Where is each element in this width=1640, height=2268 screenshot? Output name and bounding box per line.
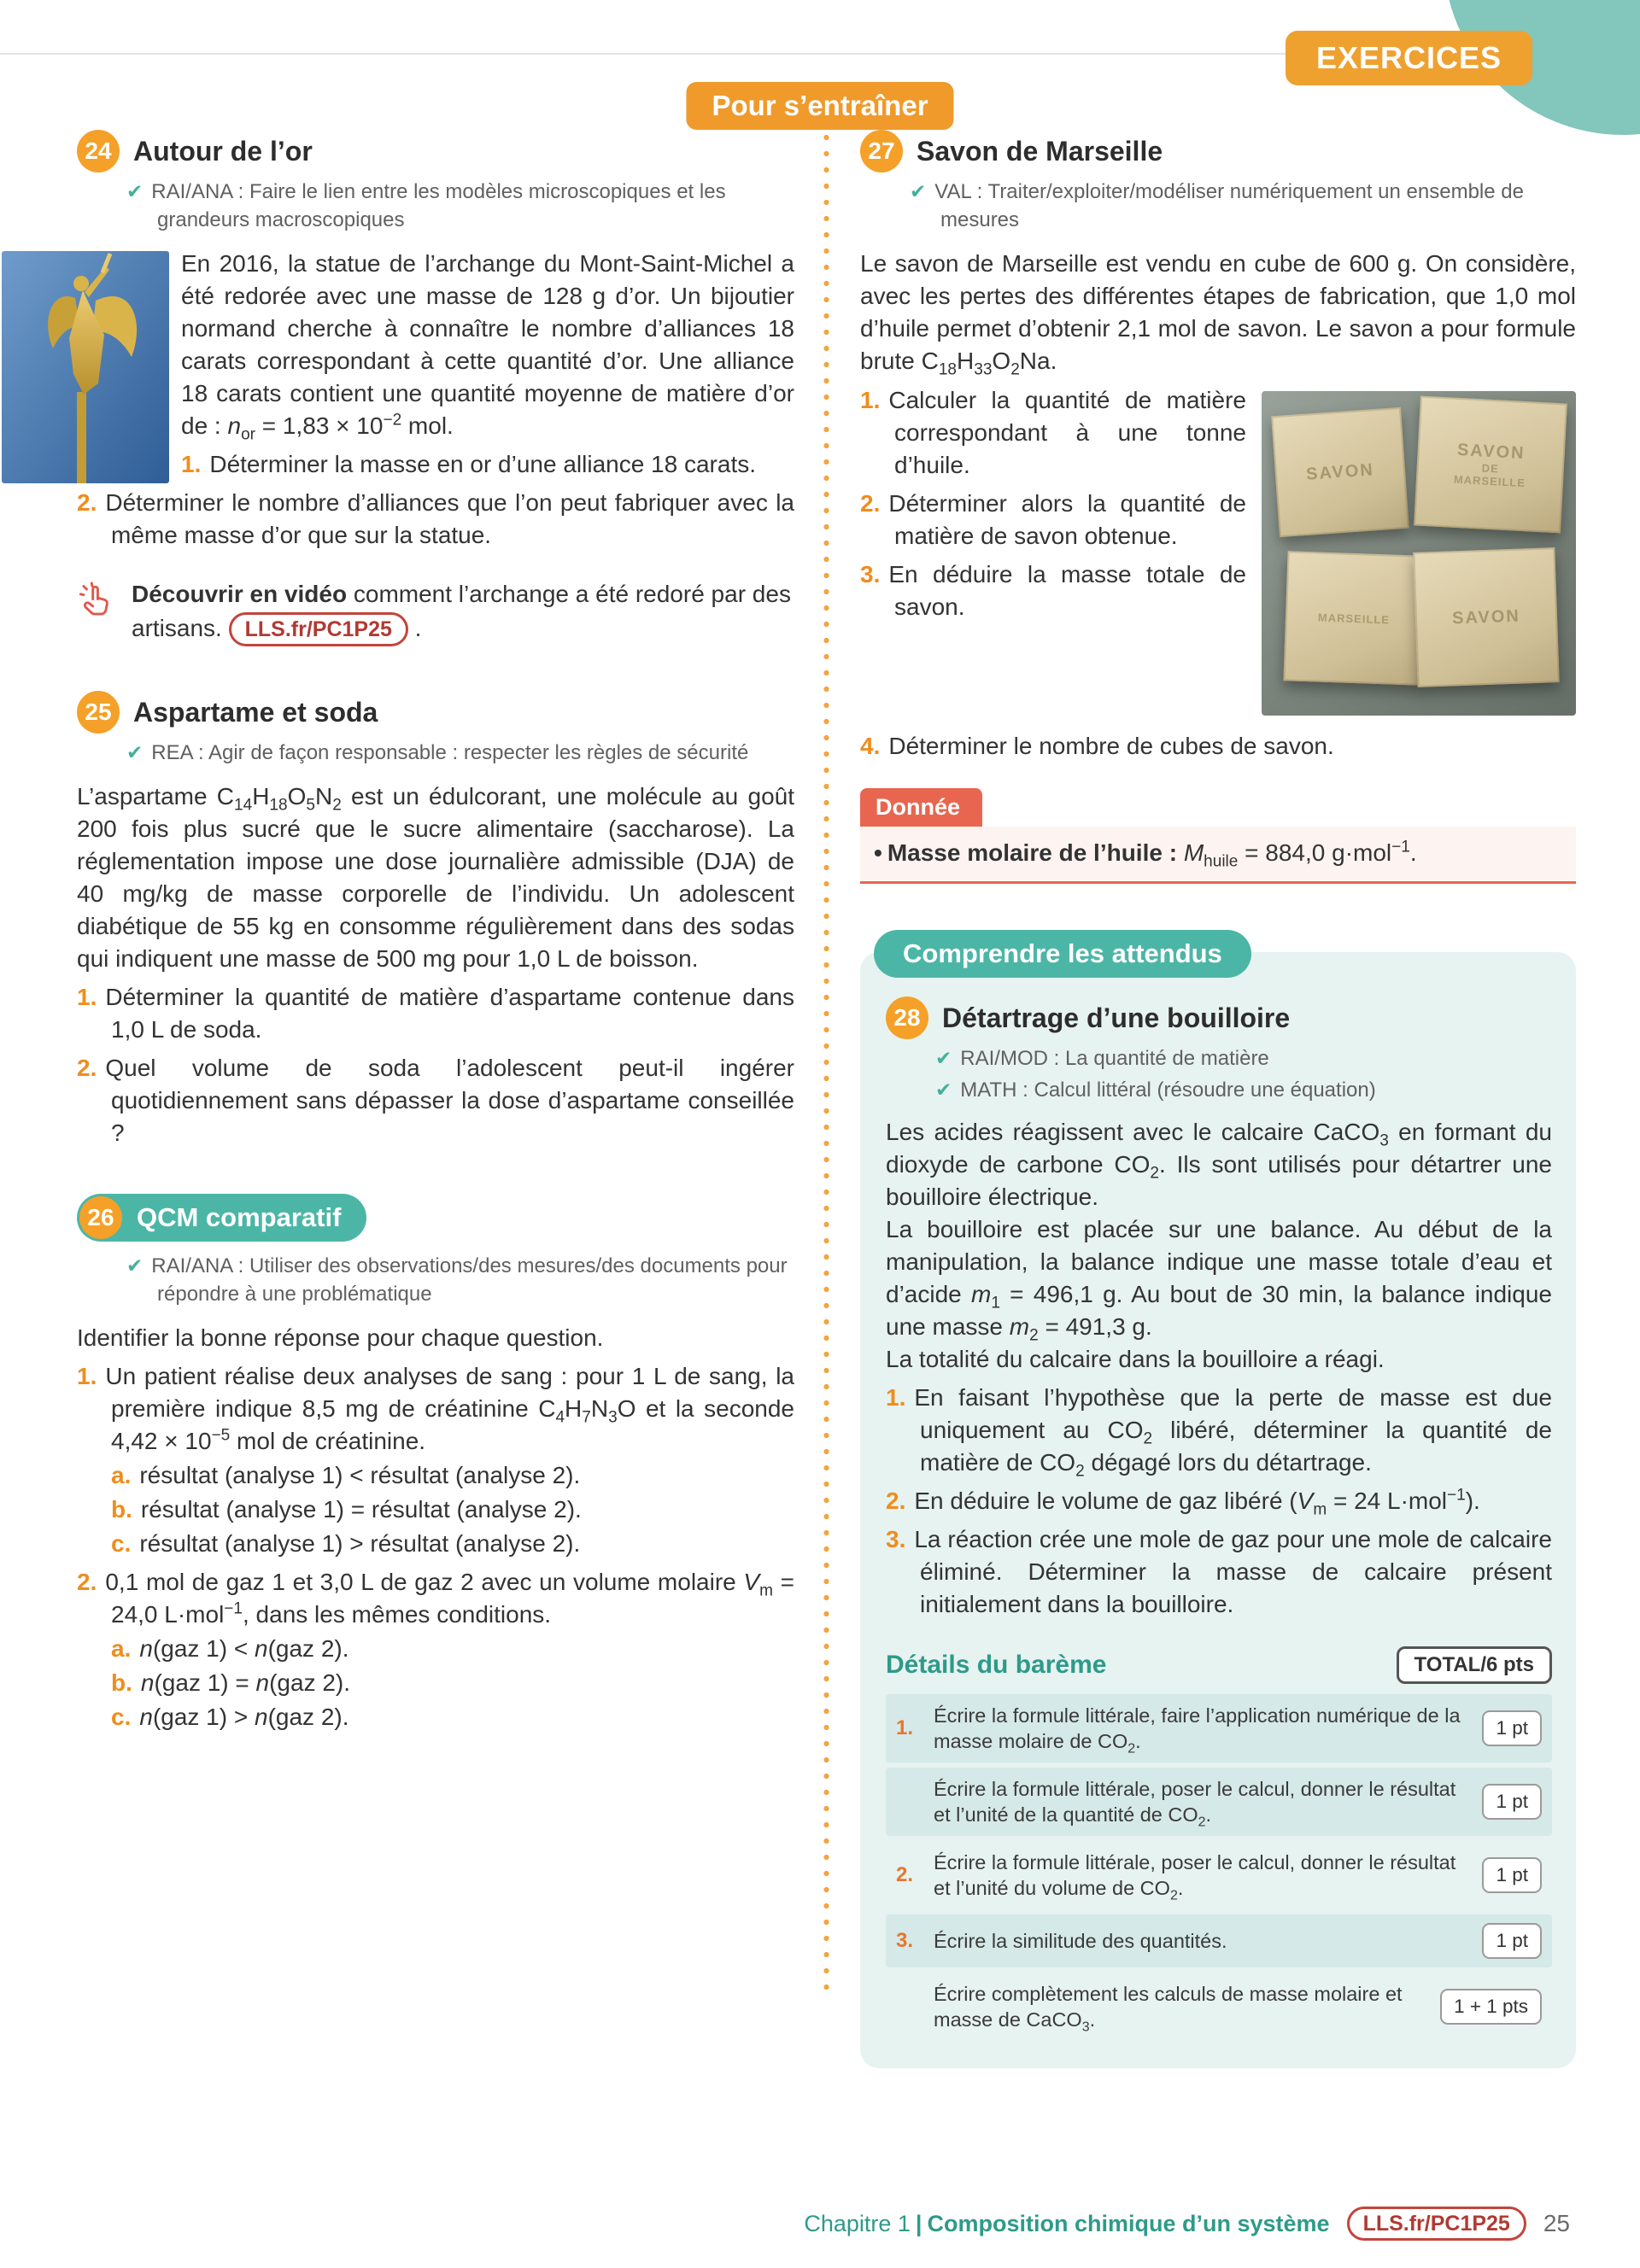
exercise-26-intro: Identifier la bonne réponse pour chaque question. xyxy=(77,1324,604,1351)
question-text: En déduire la masse totale de savon. xyxy=(888,561,1246,620)
donnee-text: Masse molaire de l’huile : $M_{huile} = 884,0$ g·mol$^{-1}$. xyxy=(887,838,1417,871)
exercise-24-number-badge: 24 xyxy=(77,130,120,172)
bareme-row xyxy=(886,1841,1552,1909)
question-item xyxy=(886,1485,1552,1517)
question-number: 1. xyxy=(181,451,202,477)
competence-text: RAI/ANA : Utiliser des observations/des mesures/des documents pour répondre à une problématique xyxy=(151,1254,788,1306)
bareme-row-text: Écrire complètement les calculs de masse molaire et masse de CaCO$_3$. xyxy=(934,1983,1403,2035)
competence-text: MATH : Calcul littéral (résoudre une équation) xyxy=(960,1078,1376,1102)
right-column xyxy=(860,130,1576,2068)
question-number: 1. xyxy=(77,984,97,1010)
question-item xyxy=(77,1566,794,1631)
question-text: En déduire le volume de gaz libéré ($V_m = 24$ L·mol$^{-1}$). xyxy=(914,1486,1480,1519)
content-columns xyxy=(77,130,1587,2068)
attendus-pill: Comprendre les attendus xyxy=(874,930,1251,978)
attendus-box xyxy=(860,952,1576,2068)
check-icon: ✔ xyxy=(935,1047,952,1069)
exercise-24-header xyxy=(77,130,794,172)
video-plain-text: comment l’archange a été redoré par des artisans. xyxy=(132,581,791,641)
competence-line xyxy=(126,1252,794,1308)
competence-line xyxy=(126,178,794,234)
exercise-25-header xyxy=(77,691,794,734)
question-number: 2. xyxy=(77,1569,97,1595)
exercise-28-number-badge: 28 xyxy=(886,997,928,1039)
video-lls-link[interactable]: LLS.fr/PC1P25 xyxy=(229,612,408,646)
exercise-26-header xyxy=(77,1194,366,1242)
bareme-row-text: Écrire la formule littérale, faire l’application numérique de la masse molaire de $CO_2$. xyxy=(934,1704,1461,1757)
points-badge: 1 pt xyxy=(1482,1923,1542,1959)
section-title-badge: Pour s’entraîner xyxy=(686,82,953,130)
exercise-26-title: QCM comparatif xyxy=(137,1202,342,1232)
question-number: 1. xyxy=(77,1363,97,1389)
question-item xyxy=(860,558,1246,623)
question-number: 3. xyxy=(886,1526,906,1552)
option-item xyxy=(111,1667,794,1699)
exercise-26-number-badge: 26 xyxy=(79,1196,122,1239)
question-item xyxy=(77,487,794,552)
soap-stamp-text: MARSEILLE xyxy=(1453,472,1526,489)
question-text: 0,1 mol de gaz 1 et 3,0 L de gaz 2 avec un volume molaire $V_m = 24,0$ L·mol$^{-1}$, dans les mêmes conditions. xyxy=(105,1569,794,1628)
page-footer xyxy=(804,2207,1570,2241)
option-letter: c. xyxy=(111,1704,132,1730)
bareme-header xyxy=(886,1646,1552,1684)
exercise-27-questions xyxy=(860,384,1576,724)
exercise-28-header xyxy=(886,997,1552,1039)
exercise-27-number-badge: 27 xyxy=(860,130,903,172)
question-item xyxy=(860,488,1246,552)
bareme-title: Détails du barème xyxy=(886,1651,1107,1679)
soap-stamp-text: MARSEILLE xyxy=(1317,611,1391,626)
competence-list xyxy=(886,1044,1552,1104)
footer-separator: | xyxy=(915,2210,922,2236)
exercise-24-body xyxy=(77,248,794,552)
exercise-28 xyxy=(886,997,1552,1621)
soap-stamp-text: SAVON xyxy=(1451,606,1521,628)
statue-photo xyxy=(2,251,169,483)
question-item xyxy=(886,1382,1552,1479)
exercise-27 xyxy=(860,130,1576,884)
chapter-title: Composition chimique d’un système xyxy=(927,2210,1330,2236)
chapter-reference xyxy=(804,2211,1329,2237)
question-item xyxy=(860,730,1576,763)
video-after-text: . xyxy=(407,615,422,641)
option-letter: b. xyxy=(111,1496,132,1523)
bareme-row xyxy=(886,1973,1552,2041)
question-number: 3. xyxy=(860,561,881,587)
donnee-label: Donnée xyxy=(860,788,982,827)
option-letter: a. xyxy=(111,1635,132,1662)
bullet-icon: • xyxy=(874,839,882,866)
video-note xyxy=(77,577,794,646)
question-text: Déterminer alors la quantité de matière de savon obtenue. xyxy=(888,490,1246,549)
question-item xyxy=(77,1360,794,1458)
bareme-row-text: Écrire la similitude des quantités. xyxy=(934,1930,1227,1952)
option-text: résultat (analyse 1) = résultat (analyse 2). xyxy=(140,1496,582,1523)
option-item xyxy=(111,1701,794,1733)
soap-stamp-text: SAVON xyxy=(1305,459,1375,484)
exercise-25-title: Aspartame et soda xyxy=(133,696,378,728)
soap-cube xyxy=(1271,407,1409,537)
competence-text: RAI/MOD : La quantité de matière xyxy=(960,1047,1269,1070)
option-letter: a. xyxy=(111,1462,132,1488)
points-badge: 1 pt xyxy=(1482,1784,1542,1820)
exercise-24 xyxy=(77,130,794,646)
question-text: Quel volume de soda l’adolescent peut-il ingérer quotidiennement sans dépasser la dose d’aspartame conseillée ? xyxy=(105,1055,794,1146)
competence-line xyxy=(910,178,1576,234)
competence-text: VAL : Traiter/exploiter/modéliser numériquement un ensemble de mesures xyxy=(934,180,1524,231)
exercise-27-header xyxy=(860,130,1576,172)
points-badge: 1 pt xyxy=(1482,1857,1542,1893)
soap-photo xyxy=(1262,391,1576,716)
points-badge: 1 + 1 pts xyxy=(1440,1989,1542,2025)
pointer-hand-icon xyxy=(77,581,116,624)
check-icon: ✔ xyxy=(126,741,144,763)
exercise-25 xyxy=(77,691,794,1149)
soap-cube xyxy=(1283,551,1424,685)
check-icon: ✔ xyxy=(935,1078,952,1101)
question-text: Un patient réalise deux analyses de sang : pour 1 L de sang, la première indique 8,5 mg de créatinine $C_4H_7N_3O$ et la seconde $4,42 \times 10^{-5}$ mol de créatinine. xyxy=(105,1363,794,1454)
check-icon: ✔ xyxy=(910,180,927,202)
question-number: 1. xyxy=(860,387,881,413)
footer-lls-link[interactable]: LLS.fr/PC1P25 xyxy=(1347,2207,1526,2241)
option-text: résultat (analyse 1) < résultat (analyse 2). xyxy=(139,1462,581,1488)
bareme-row xyxy=(886,1768,1552,1836)
question-number: 2. xyxy=(77,489,97,516)
donnee-content xyxy=(860,827,1576,884)
option-text: résultat (analyse 1) > résultat (analyse 2). xyxy=(139,1530,581,1557)
bareme-row xyxy=(886,1694,1552,1762)
option-text: n(gaz 1) < n(gaz 2). xyxy=(139,1635,349,1662)
competence-text: REA : Agir de façon responsable : respecter les règles de sécurité xyxy=(151,741,749,764)
option-letter: c. xyxy=(111,1530,132,1557)
exercise-25-number-badge: 25 xyxy=(77,691,120,734)
exercise-28-title: Détartrage d’une bouilloire xyxy=(942,1002,1291,1033)
question-number: 2. xyxy=(77,1055,97,1081)
chapter-label: Chapitre 1 xyxy=(804,2210,911,2236)
video-text xyxy=(132,577,794,646)
exercise-26 xyxy=(77,1194,794,1733)
bareme-row-text: Écrire la formule littérale, poser le calcul, donner le résultat et l’unité du volume de $CO_2$. xyxy=(934,1851,1456,1903)
question-number: 2. xyxy=(886,1488,906,1514)
question-item xyxy=(886,1523,1552,1621)
bareme-row-text: Écrire la formule littérale, poser le calcul, donner le résultat et l’unité de la quantité de $CO_2$. xyxy=(934,1778,1456,1830)
option-item xyxy=(111,1528,794,1560)
question-item xyxy=(181,448,794,481)
soap-cube xyxy=(1413,547,1559,687)
exercise-27-text: Le savon de Marseille est vendu en cube de 600 g. On considère, avec les pertes des différentes étapes de fabrication, que 1,0 mol d’huile permet d’obtenir 2,1 mol de savon. Le savon a pour formule brute $C_{18}H_{33}O_2Na$. xyxy=(860,250,1576,379)
question-number: 2. xyxy=(860,490,881,517)
check-icon: ✔ xyxy=(126,180,144,202)
exercise-24-title: Autour de l’or xyxy=(133,135,313,167)
option-text: n(gaz 1) > n(gaz 2). xyxy=(139,1704,349,1730)
question-text: Déterminer le nombre d’alliances que l’on peut fabriquer avec la même masse d’or que sur la statue. xyxy=(105,489,794,548)
bareme-row-number: 2. xyxy=(896,1863,914,1886)
donnee-box xyxy=(860,788,1576,884)
exercise-25-text: L’aspartame $C_{14}H_{18}O_5N_2$ est un édulcorant, une molécule au goût 200 fois plus sucré que le sucre alimentaire (saccharose). La réglementation impose une dose journalière admissible (DJA) de 40 mg/kg de masse corporelle de l’individu. Un adolescent diabétique de 55 kg en consomme régulièrement dans des sodas qui indiquent une masse de 500 mg pour 1,0 L de boisson. xyxy=(77,783,794,972)
question-item xyxy=(860,384,1246,482)
exercise-27-title: Savon de Marseille xyxy=(917,135,1163,167)
left-column xyxy=(77,130,794,2068)
total-points-badge: TOTAL/6 pts xyxy=(1397,1646,1552,1684)
bareme-row-number: 1. xyxy=(896,1716,914,1739)
question-text: En faisant l’hypothèse que la perte de masse est due uniquement au $CO_2$ libéré, déterminer la quantité de matière de $CO_2$ dégagé lors du détartrage. xyxy=(914,1384,1552,1481)
comprendre-attendus-section xyxy=(860,930,1576,2068)
bareme-row xyxy=(886,1914,1552,1967)
exercise-28-text: Les acides réagissent avec le calcaire CaCO$_3$ en formant du dioxyde de carbone $CO_2$. Ils sont utilisés pour détartrer une bouilloire électrique. La bouilloire est placée sur une balance. Au début de la manipulation, la balance indique une masse totale d’eau et d’acide $m_1 = 496,1$ g. Au bout de 30 min, la balance indique une masse $m_2 = 491,3$ g. La totalité du calcaire dans la bouilloire a réagi. xyxy=(886,1119,1552,1372)
soap-cube xyxy=(1414,396,1567,534)
competence-text: RAI/ANA : Faire le lien entre les modèles microscopiques et les grandeurs macroscopiques xyxy=(151,180,726,231)
question-text: Calculer la quantité de matière correspondant à une tonne d’huile. xyxy=(888,387,1246,478)
competence-line xyxy=(935,1076,1552,1104)
exercise-24-text: En 2016, la statue de l’archange du Mont-Saint-Michel a été redorée avec une masse de 128 g d’or. Un bijoutier normand cherche à connaître le nombre d’alliances 18 carats correspondant à cette quantité d’or. Une alliance 18 carats contient une quantité moyenne de matière d’or de : $n_{or} = 1,83 \times 10^{-2}$ mol. xyxy=(181,250,794,444)
question-text: La réaction crée une mole de gaz pour une mole de calcaire éliminé. Déterminer la masse de calcaire présent initialement dans la bouilloire. xyxy=(914,1526,1552,1617)
top-rule xyxy=(0,53,1294,55)
option-item xyxy=(111,1633,794,1665)
check-icon: ✔ xyxy=(126,1254,144,1277)
page-number: 25 xyxy=(1543,2210,1570,2236)
question-item xyxy=(77,981,794,1046)
video-bold-text: Découvrir en vidéo xyxy=(132,581,348,607)
question-number: 4. xyxy=(860,733,881,759)
soap-stamp-text: DE xyxy=(1481,460,1500,476)
option-item xyxy=(111,1459,794,1492)
option-letter: b. xyxy=(111,1669,132,1696)
question-number: 1. xyxy=(886,1384,906,1411)
dotted-column-divider xyxy=(823,130,829,2000)
question-text: Déterminer le nombre de cubes de savon. xyxy=(888,733,1334,759)
bareme-row-number: 3. xyxy=(896,1929,914,1952)
bareme-section xyxy=(886,1646,1552,2041)
question-item xyxy=(77,1052,794,1149)
points-badge: 1 pt xyxy=(1482,1710,1542,1746)
competence-line xyxy=(126,739,794,767)
soap-stamp-text: SAVON xyxy=(1456,440,1526,463)
competence-line xyxy=(935,1044,1552,1073)
question-text: Déterminer la quantité de matière d’aspartame contenue dans 1,0 L de soda. xyxy=(105,984,794,1043)
option-item xyxy=(111,1493,794,1526)
exercises-header-badge: EXERCICES xyxy=(1286,31,1532,85)
question-text: Déterminer la masse en or d’une alliance 18 carats. xyxy=(209,451,757,477)
statue-illustration xyxy=(2,251,169,483)
option-text: n(gaz 1) = n(gaz 2). xyxy=(140,1669,351,1696)
